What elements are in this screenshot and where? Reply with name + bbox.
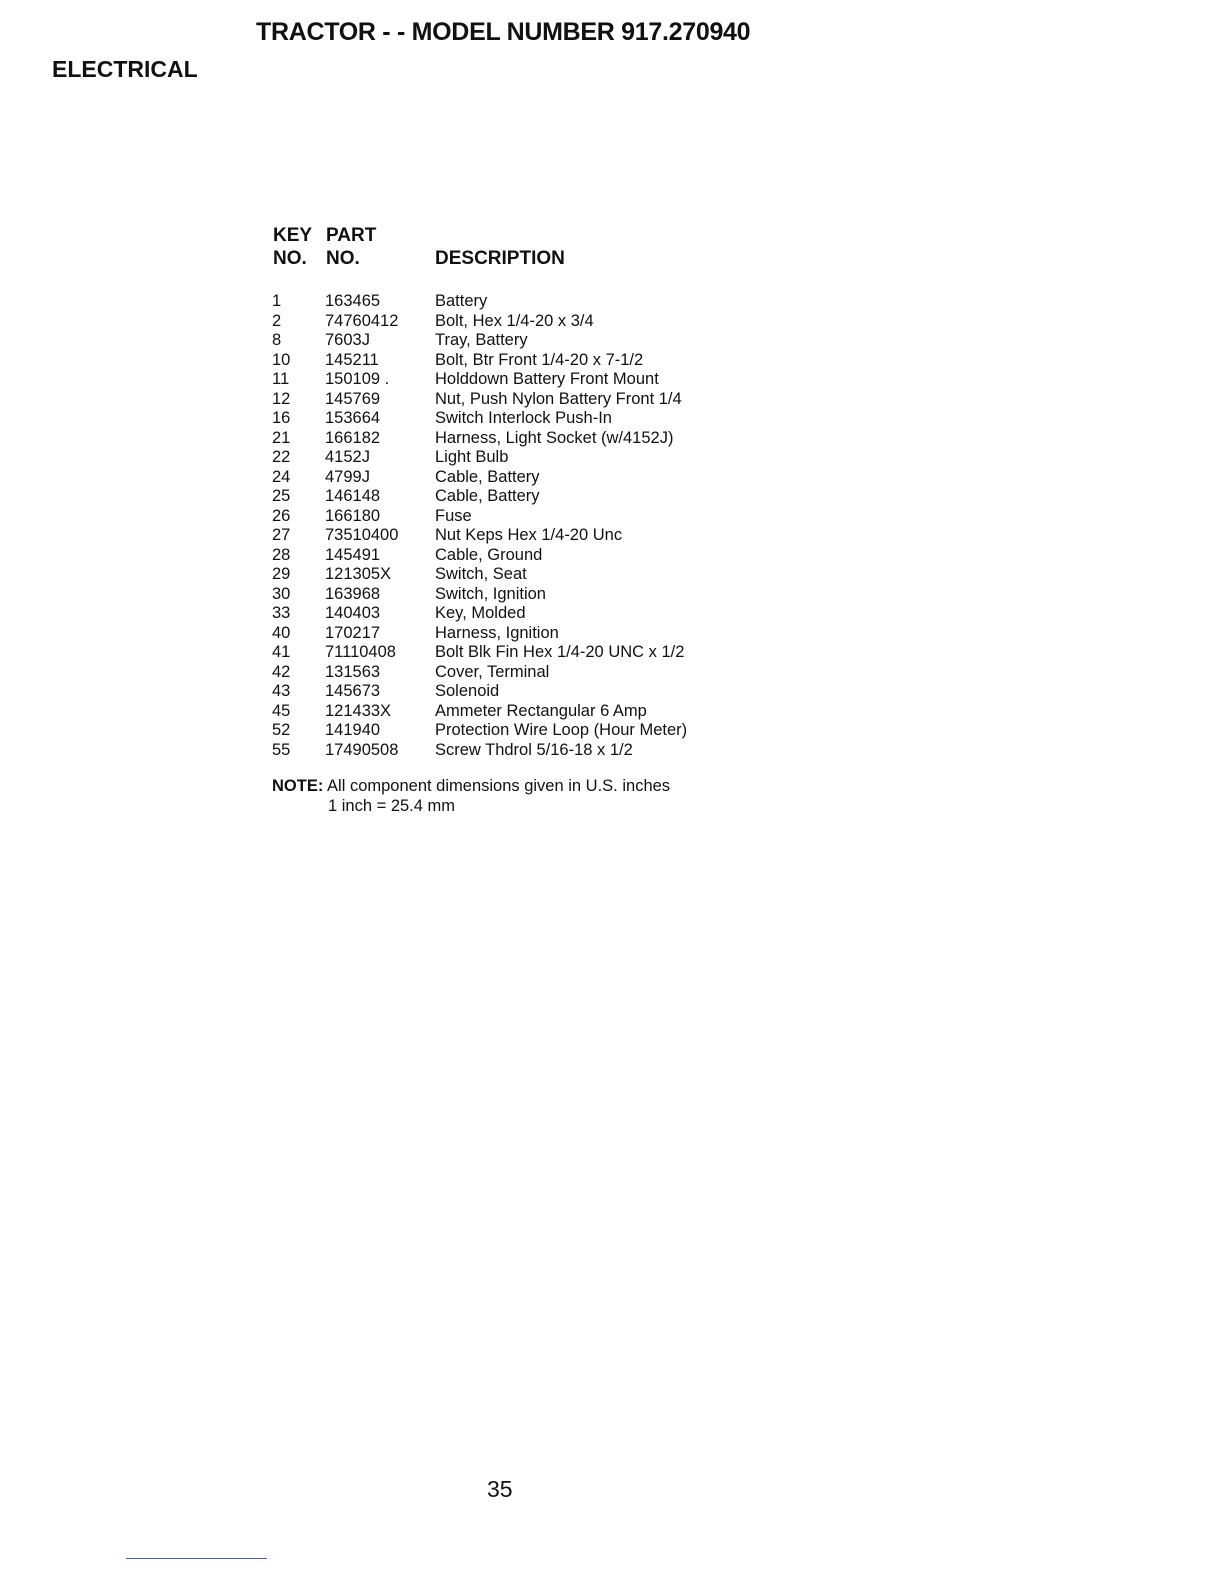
key-number: 30 (272, 584, 291, 603)
section-title: ELECTRICAL (52, 56, 198, 82)
table-row (272, 429, 732, 449)
key-number: 26 (272, 506, 291, 525)
key-number: 10 (272, 350, 291, 369)
part-description: Battery (435, 292, 488, 310)
table-row (272, 526, 732, 546)
part-description: Bolt, Btr Front 1/4-20 x 7-1/2 (435, 350, 644, 369)
part-number: 121305X (325, 565, 392, 583)
table-row (272, 312, 732, 332)
part-number: 4152J (325, 448, 370, 466)
part-number: 131563 (325, 662, 381, 681)
page-title: TRACTOR - - MODEL NUMBER 917.270940 (256, 18, 751, 46)
note-conversion: 1 inch = 25.4 mm (328, 797, 456, 815)
part-description: Bolt, Hex 1/4-20 x 3/4 (435, 311, 594, 330)
part-number: 153664 (325, 409, 381, 427)
part-description: Screw Thdrol 5/16-18 x 1/2 (435, 740, 633, 759)
part-number: 17490508 (325, 740, 399, 759)
part-description: Cable, Battery (435, 487, 540, 505)
key-number: 21 (272, 428, 291, 447)
part-number: 141940 (325, 721, 381, 739)
col-key-header-line2: NO. (273, 248, 307, 269)
table-row (272, 409, 732, 429)
part-number: 71110408 (325, 643, 396, 661)
key-number: 40 (272, 623, 291, 642)
table-row (272, 565, 732, 585)
key-number: 2 (272, 311, 282, 330)
part-description: Harness, Light Socket (w/4152J) (435, 428, 674, 447)
table-row (272, 663, 732, 683)
part-description: Light Bulb (435, 448, 509, 466)
part-number: 163968 (325, 584, 381, 603)
table-row (272, 604, 732, 624)
table-row (272, 585, 732, 605)
part-number: 140403 (325, 604, 381, 622)
part-number: 145673 (325, 682, 381, 700)
table-row (272, 390, 732, 410)
part-number: 166180 (325, 506, 381, 525)
part-number: 145769 (325, 389, 381, 408)
key-number: 41 (272, 643, 291, 661)
table-row (272, 721, 732, 741)
part-description: Switch Interlock Push-In (435, 409, 612, 427)
part-number: 145211 (325, 350, 379, 369)
table-row (272, 292, 732, 312)
key-number: 29 (272, 565, 291, 583)
part-description: Switch, Ignition (435, 584, 546, 603)
part-description: Cover, Terminal (435, 662, 550, 681)
part-description: Switch, Seat (435, 565, 527, 583)
key-number: 8 (272, 331, 282, 349)
part-number: 73510400 (325, 526, 399, 544)
table-row (272, 682, 732, 702)
key-number: 24 (272, 467, 291, 486)
part-description: Harness, Ignition (435, 623, 559, 642)
key-number: 27 (272, 526, 291, 544)
table-row (272, 624, 732, 644)
part-number: 166182 (325, 428, 381, 447)
key-number: 16 (272, 409, 291, 427)
part-number: 121433X (325, 701, 392, 720)
part-number: 163465 (325, 292, 381, 310)
col-key-header-line1: KEY (273, 225, 313, 246)
key-number: 52 (272, 721, 291, 739)
note (272, 776, 671, 815)
key-number: 11 (272, 370, 290, 388)
part-description: Holddown Battery Front Mount (435, 370, 659, 388)
part-description: Tray, Battery (435, 331, 528, 349)
footer-rule (126, 1558, 267, 1559)
table-row (272, 351, 732, 371)
part-number: 145491 (325, 545, 381, 564)
table-row (272, 702, 732, 722)
part-description: Cable, Battery (435, 467, 540, 486)
parts-list (272, 292, 732, 760)
part-number: 146148 (325, 487, 381, 505)
page-number: 35 (487, 1476, 513, 1502)
table-row (272, 331, 732, 351)
col-part-header-line1: PART (326, 225, 377, 246)
note-label: NOTE: (272, 777, 324, 795)
key-number: 55 (272, 740, 291, 759)
key-number: 22 (272, 448, 291, 466)
table-row (272, 741, 732, 761)
part-description: Cable, Ground (435, 545, 543, 564)
part-number: 170217 (325, 623, 381, 642)
key-number: 43 (272, 682, 291, 700)
part-description: Bolt Blk Fin Hex 1/4-20 UNC x 1/2 (435, 643, 685, 661)
part-description: Fuse (435, 506, 472, 525)
part-description: Solenoid (435, 682, 500, 700)
key-number: 45 (272, 701, 291, 720)
part-number: 7603J (325, 331, 370, 349)
part-number: 74760412 (325, 311, 399, 330)
key-number: 33 (272, 604, 291, 622)
table-row (272, 546, 732, 566)
part-description: Ammeter Rectangular 6 Amp (435, 701, 647, 720)
table-row (272, 507, 732, 527)
part-description: Nut Keps Hex 1/4-20 Unc (435, 526, 623, 544)
part-description: Protection Wire Loop (Hour Meter) (435, 721, 688, 739)
part-description: Key, Molded (435, 604, 526, 622)
col-part-header-line2: NO. (326, 248, 360, 269)
part-description: Nut, Push Nylon Battery Front 1/4 (435, 389, 682, 408)
table-row (272, 468, 732, 488)
key-number: 42 (272, 662, 291, 681)
part-number: 4799J (325, 467, 370, 486)
key-number: 25 (272, 487, 291, 505)
part-number: 150109 . (325, 370, 390, 388)
key-number: 1 (272, 292, 282, 310)
key-number: 12 (272, 389, 291, 408)
key-number: 28 (272, 545, 291, 564)
table-row (272, 370, 732, 390)
table-row (272, 448, 732, 468)
note-text: All component dimensions given in U.S. inches (327, 777, 671, 795)
col-description-header: DESCRIPTION (435, 248, 565, 269)
table-row (272, 643, 732, 663)
table-row (272, 487, 732, 507)
